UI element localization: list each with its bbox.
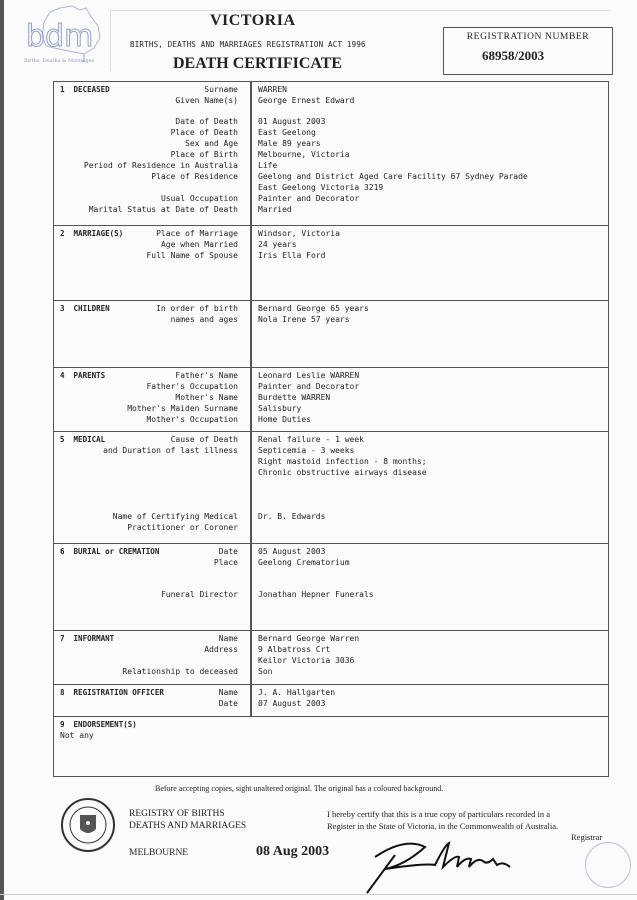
section-informant <box>54 631 608 685</box>
field-label: Surname <box>204 85 238 94</box>
registrar-label: Registrar <box>571 832 603 842</box>
field-label: Given Name(s) <box>175 96 238 105</box>
column-divider <box>250 226 252 300</box>
stamp-circle <box>585 842 631 888</box>
field-value: 9 Albatross Crt <box>258 645 331 654</box>
field-value: Life <box>258 161 278 170</box>
field-label: Address <box>204 645 238 654</box>
section-medical <box>54 432 608 544</box>
field-value: J. A. Hallgarten <box>258 688 336 697</box>
section-children <box>54 301 608 368</box>
certify-line-1: I hereby certify that this is a true copy of particulars recorded in a <box>327 809 551 819</box>
field-value: Bernard George Warren <box>258 634 360 643</box>
section-burial <box>54 544 608 631</box>
field-value: Renal failure - 1 week <box>258 435 364 444</box>
field-value: WARREN <box>258 85 287 94</box>
column-divider <box>250 631 252 684</box>
column-divider <box>250 82 252 225</box>
field-label: Father's Name <box>175 371 238 380</box>
field-value: Painter and Decorator <box>258 194 360 203</box>
field-label: Place of Residence <box>151 172 238 181</box>
section-title: 5 MEDICAL <box>60 435 106 444</box>
field-label: Relationship to deceased <box>122 667 238 676</box>
field-label: Mother's Name <box>175 393 238 402</box>
section-marriage <box>54 226 608 301</box>
field-label: Place of Birth <box>170 150 238 159</box>
column-divider <box>250 301 252 367</box>
issue-date: 08 Aug 2003 <box>256 844 330 859</box>
registration-box <box>443 27 613 75</box>
field-value: Septicemia - 3 weeks <box>258 446 355 455</box>
registration-label: REGISTRATION NUMBER <box>466 32 590 42</box>
svg-text:bdm: bdm <box>26 19 94 54</box>
issue-city: MELBOURNE <box>129 848 189 858</box>
field-value: 24 years <box>258 240 297 249</box>
field-value: Bernard George 65 years <box>258 304 369 313</box>
field-label: Father's Occupation <box>146 382 238 391</box>
field-label: Name <box>218 634 238 643</box>
certifier-value: Dr. B. Edwards <box>258 512 326 521</box>
section-deceased <box>54 82 608 226</box>
field-value: Leonard Leslie WARREN <box>258 371 360 380</box>
section-endorsements <box>54 717 608 776</box>
registrar-signature-icon <box>365 835 515 895</box>
field-label: Sex and Age <box>185 139 238 148</box>
field-label: Place <box>213 558 238 567</box>
field-label: Place of Death <box>170 128 238 137</box>
registry-line-2: DEATHS AND MARRIAGES <box>129 821 247 831</box>
section-title: 4 PARENTS <box>60 371 106 380</box>
field-label: Period of Residence in Australia <box>83 161 238 170</box>
field-value: Geelong and District Aged Care Facility 67 Sydney Parade <box>258 172 528 181</box>
column-divider <box>250 544 252 630</box>
field-label: Mother's Occupation <box>146 415 238 424</box>
column-divider <box>250 368 252 431</box>
field-value: Geelong Crematorium <box>258 558 350 567</box>
logo-caption: Births, Deaths & Marriages <box>24 58 95 64</box>
certify-line-2: Register in the State of Victoria, in the Commonwealth of Australia. <box>327 821 559 831</box>
section-title: 7 INFORMANT <box>60 634 115 643</box>
scan-edge <box>0 0 4 900</box>
certificate-form <box>53 81 609 777</box>
field-label: Usual Occupation <box>160 194 238 203</box>
certifier-label: Name of Certifying Medical <box>112 512 238 521</box>
field-value: East Geelong <box>258 128 316 137</box>
field-value: Married <box>258 205 292 214</box>
field-value: Windsor, Victoria <box>258 229 340 238</box>
field-value: Son <box>258 667 273 676</box>
field-value: Right mastoid infection - 8 months; <box>258 457 427 466</box>
field-value: Melbourne, Victoria <box>258 150 350 159</box>
field-label: Name <box>218 688 238 697</box>
funeral-director-label: Funeral Director <box>160 590 238 599</box>
field-label: Marital Status at Date of Death <box>88 205 238 214</box>
document-title: DEATH CERTIFICATE <box>173 55 343 72</box>
page-edge <box>0 894 637 895</box>
field-label: Cause of Death <box>170 435 238 444</box>
registry-line-1: REGISTRY OF BIRTHS <box>129 809 225 819</box>
section-registration-officer <box>54 685 608 717</box>
field-label: and Duration of last illness <box>103 446 238 455</box>
endorsement-value: Not any <box>60 731 94 740</box>
field-value: Burdette WARREN <box>258 393 331 402</box>
field-label: Mother's Maiden Surname <box>127 404 238 413</box>
field-value: Painter and Decorator <box>258 382 360 391</box>
section-title: 1 DECEASED <box>60 85 110 94</box>
field-label: Date of Death <box>175 117 238 126</box>
act-title: BIRTHS, DEATHS AND MARRIAGES REGISTRATION ACT 1996 <box>130 40 366 49</box>
column-divider <box>250 685 252 716</box>
section-title: 8 REGISTRATION OFFICER <box>60 688 164 697</box>
field-label: In order of birth <box>156 304 238 313</box>
certifier-label: Practitioner or Coroner <box>127 523 238 532</box>
field-label: names and ages <box>170 315 238 324</box>
section-title: 6 BURIAL or CREMATION <box>60 547 160 556</box>
field-value: 01 August 2003 <box>258 117 326 126</box>
registration-number: 68958/2003 <box>482 48 545 63</box>
field-label: Date <box>218 547 238 556</box>
field-value: Chronic obstructive airways disease <box>258 468 427 477</box>
authenticity-notice: Before accepting copies, sight unaltered original. The original has a coloured background. <box>155 784 444 793</box>
section-parents <box>54 368 608 432</box>
registry-name <box>129 808 246 832</box>
field-value: Nola Irene 57 years <box>258 315 350 324</box>
field-value: Home Duties <box>258 415 311 424</box>
section-title: 2 MARRIAGE(S) <box>60 229 124 238</box>
field-value: Salisbury <box>258 404 302 413</box>
field-value: Male 89 years <box>258 139 321 148</box>
field-label: Full Name of Spouse <box>146 251 238 260</box>
field-value: Iris Ella Ford <box>258 251 326 260</box>
funeral-director-value: Jonathan Hepner Funerals <box>258 590 374 599</box>
section-title: 9 ENDORSEMENT(S) <box>60 720 137 729</box>
field-label: Place of Marriage <box>156 229 238 238</box>
section-title: 3 CHILDREN <box>60 304 110 313</box>
field-value: East Geelong Victoria 3219 <box>258 183 384 192</box>
field-label: Age when Married <box>160 240 238 249</box>
column-divider <box>250 432 252 543</box>
registry-seal-icon <box>60 797 116 853</box>
field-value: 07 August 2003 <box>258 699 326 708</box>
state-title: VICTORIA <box>210 12 296 29</box>
field-value: Keilor Victoria 3036 <box>258 656 355 665</box>
field-value: George Ernest Edward <box>258 96 355 105</box>
field-label: Date <box>218 699 238 708</box>
field-value: 05 August 2003 <box>258 547 326 556</box>
certification-statement <box>327 808 558 832</box>
